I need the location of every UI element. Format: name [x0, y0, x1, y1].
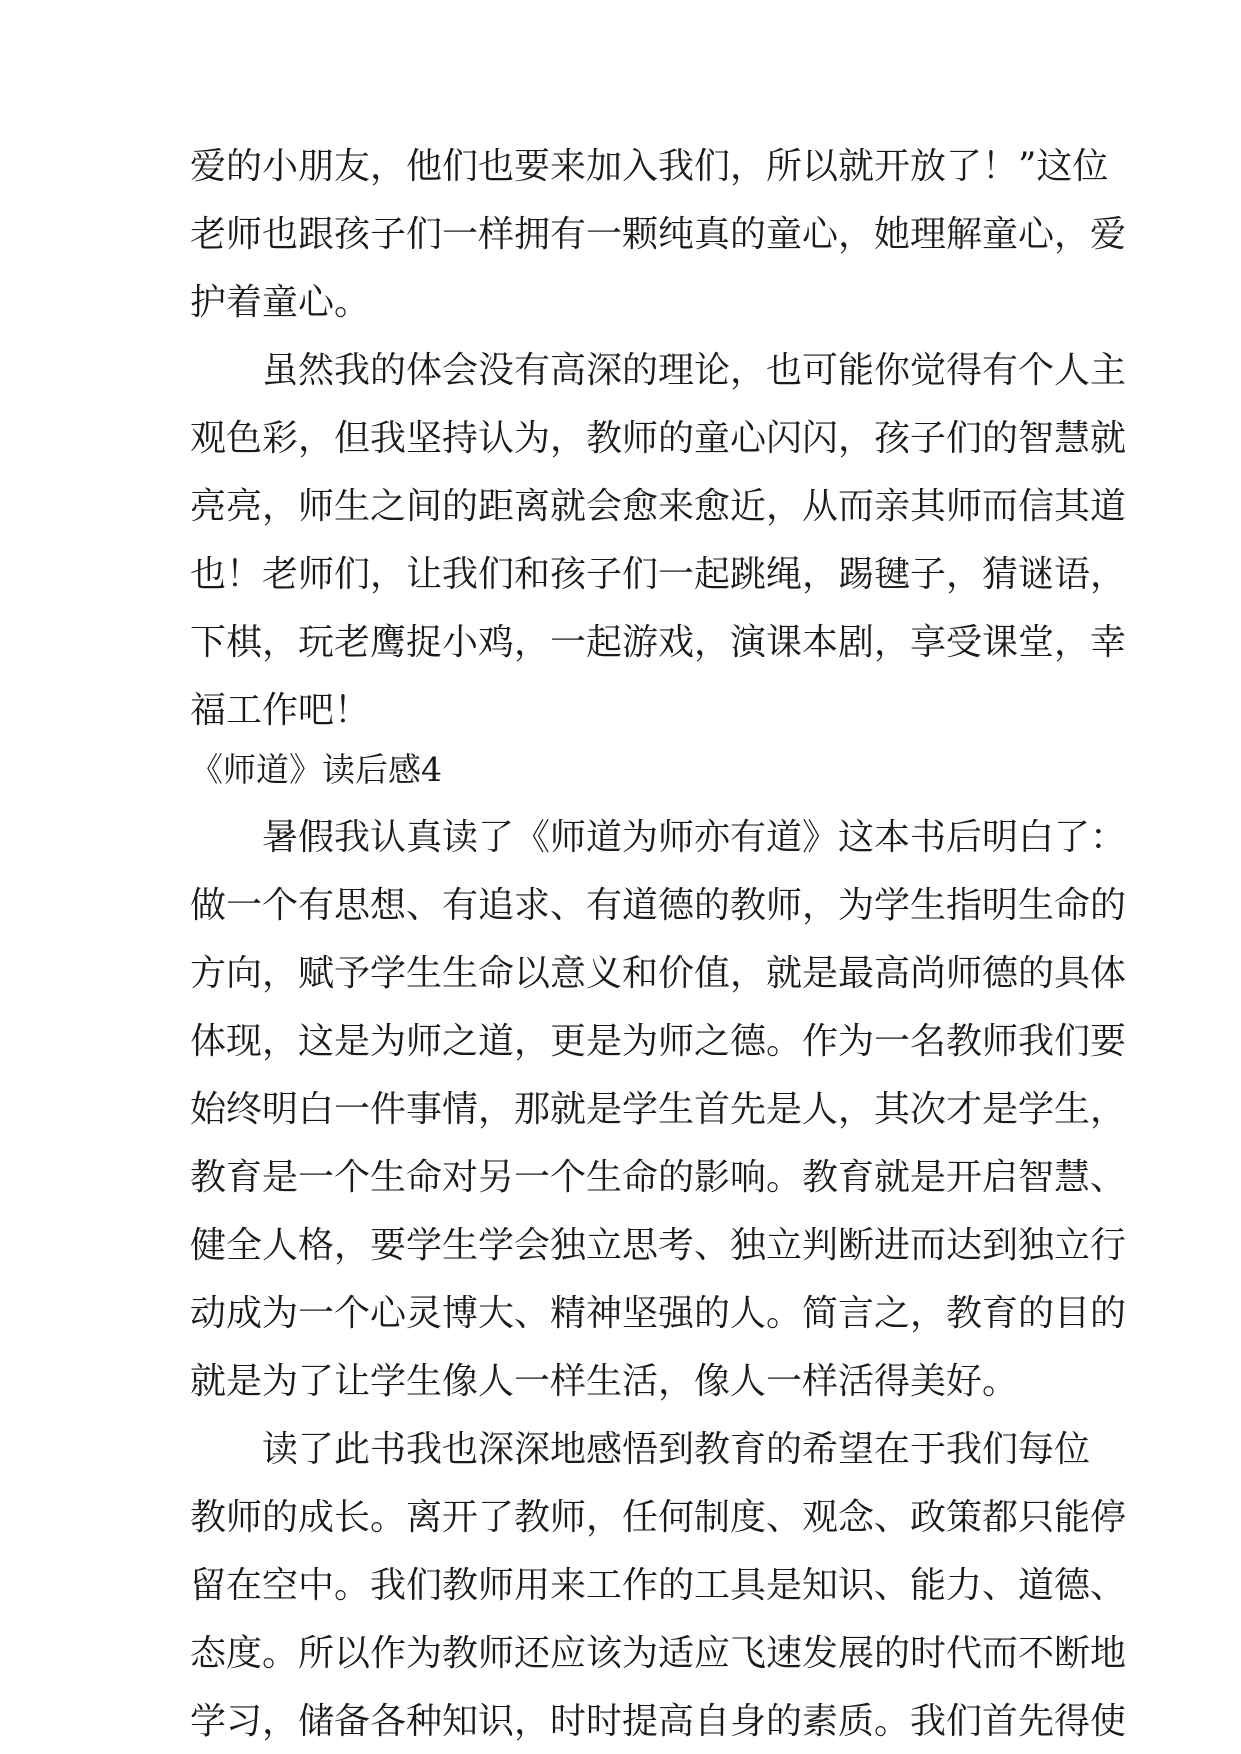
- text-line: 爱的小朋友，他们也要来加入我们，所以就开放了！”这位: [190, 146, 1109, 187]
- text-line: 老师也跟孩子们一样拥有一颗纯真的童心，她理解童心，爱: [190, 214, 1127, 255]
- text-line: 暑假我认真读了《师道为师亦有道》这本书后明白了：: [262, 817, 1127, 858]
- text-line: 做一个有思想、有追求、有道德的教师，为学生指明生命的: [190, 885, 1127, 926]
- text-line: 动成为一个心灵博大、精神坚强的人。简言之，教育的目的: [190, 1293, 1127, 1334]
- section-heading: 《师道》读后感4: [190, 750, 442, 789]
- text-line: 观色彩，但我坚持认为，教师的童心闪闪，孩子们的智慧就: [190, 418, 1127, 459]
- text-line: 留在空中。我们教师用来工作的工具是知识、能力、道德、: [190, 1565, 1127, 1606]
- text-line: 就是为了让学生像人一样生活，像人一样活得美好。: [190, 1361, 1019, 1402]
- text-line: 也！老师们，让我们和孩子们一起跳绳，踢毽子，猜谜语，: [190, 554, 1127, 595]
- text-line: 学习，储备各种知识，时时提高自身的素质。我们首先得使: [190, 1701, 1127, 1742]
- text-line: 护着童心。: [190, 282, 371, 323]
- text-line: 虽然我的体会没有高深的理论，也可能你觉得有个人主: [262, 350, 1127, 391]
- text-line: 下棋，玩老鹰捉小鸡，一起游戏，演课本剧，享受课堂，幸: [190, 622, 1127, 663]
- text-line: 方向，赋予学生生命以意义和价值，就是最高尚师德的具体: [190, 953, 1127, 994]
- text-line: 福工作吧！: [190, 690, 371, 731]
- text-line: 亮亮，师生之间的距离就会愈来愈近，从而亲其师而信其道: [190, 486, 1127, 527]
- text-line: 始终明白一件事情，那就是学生首先是人，其次才是学生，: [190, 1089, 1127, 1130]
- text-line: 教育是一个生命对另一个生命的影响。教育就是开启智慧、: [190, 1157, 1127, 1198]
- text-line: 态度。所以作为教师还应该为适应飞速发展的时代而不断地: [190, 1633, 1127, 1674]
- text-line: 健全人格，要学生学会独立思考、独立判断进而达到独立行: [190, 1225, 1127, 1266]
- text-line: 体现，这是为师之道，更是为师之德。作为一名教师我们要: [190, 1021, 1127, 1062]
- text-line: 读了此书我也深深地感悟到教育的希望在于我们每位: [262, 1429, 1091, 1470]
- text-line: 教师的成长。离开了教师，任何制度、观念、政策都只能停: [190, 1497, 1127, 1538]
